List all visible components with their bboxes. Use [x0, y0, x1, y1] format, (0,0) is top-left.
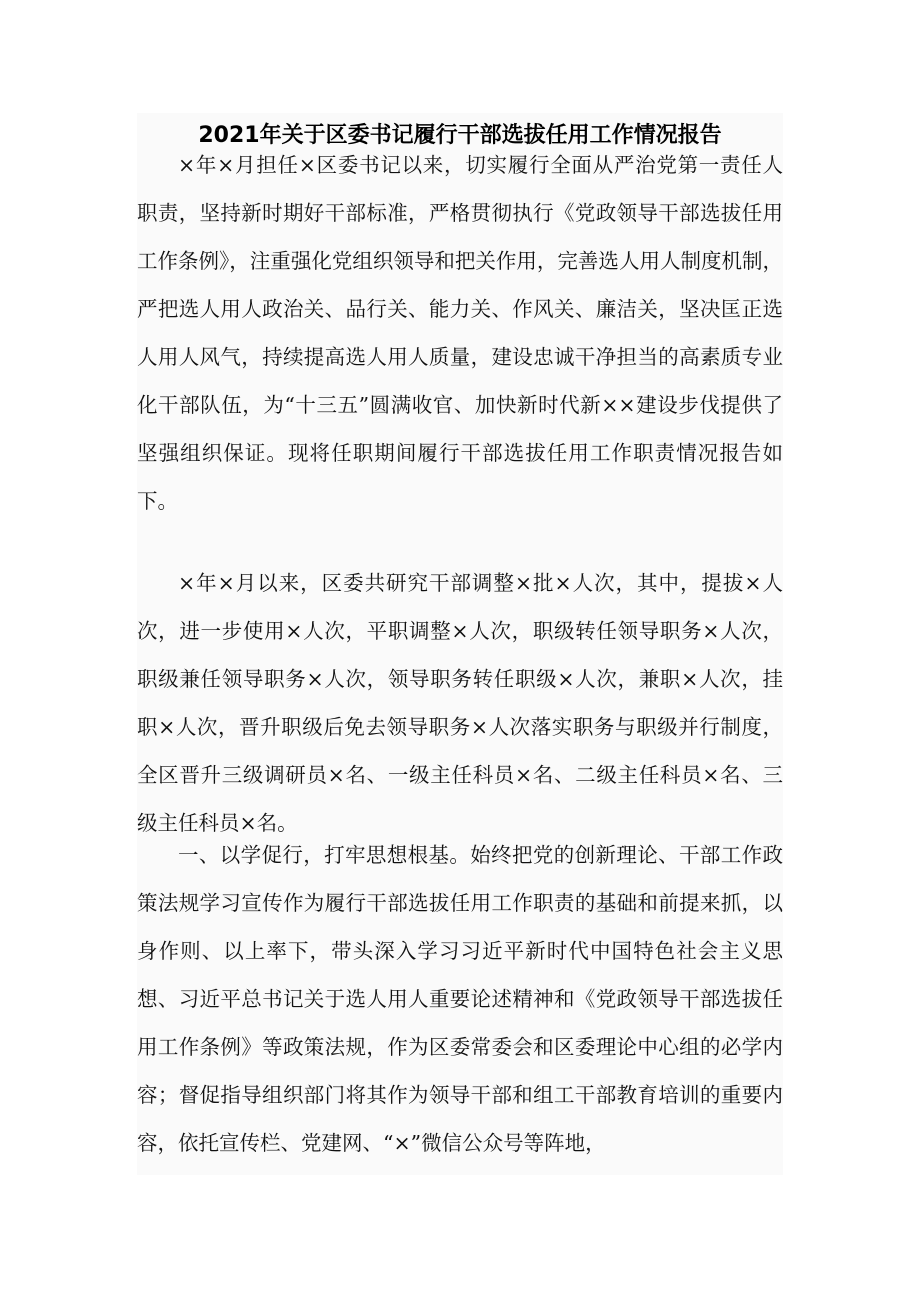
paragraph-intro: ×年×月担任×区委书记以来，切实履行全面从严治党第一责任人职责，坚持新时期好干部标准，严格贯彻执行《党政领导干部选拔任用工作条例》，注重强化党组织领导和把关作用，完善选人用人制度机制，严把选人用人政治关、品行关、能力关、作风关、廉洁关，坚决匡正选人用人风气，持续提高选人用人质量，建设忠诚干净担当的高素质专业化干部队伍，为“十三五”圆满收官、加快新时代新××建设步伐提供了坚强组织保证。现将任职期间履行干部选拔任用工作职责情况报告如下。: [137, 153, 783, 513]
paragraph-statistics: ×年×月以来，区委共研究干部调整×批×人次，其中，提拔×人次，进一步使用×人次，平职调整×人次，职级转任领导职务×人次，职级兼任领导职务×人次，领导职务转任职级×人次，兼职×人次，挂职×人次，晋升职级后免去领导职务×人次落实职务与职级并行制度，全区晋升三级调研员×名、一级主任科员×名、二级主任科员×名、三级主任科员×名。: [137, 571, 783, 835]
document-page: [137, 113, 783, 1175]
paragraph-section-one: 一、以学促行，打牢思想根基。始终把党的创新理论、干部工作政策法规学习宣传作为履行干部选拔任用工作职责的基础和前提来抓，以身作则、以上率下，带头深入学习习近平新时代中国特色社会主义思想、习近平总书记关于选人用人重要论述精神和《党政领导干部选拔任用工作条例》等政策法规，作为区委常委会和区委理论中心组的必学内容；督促指导组织部门将其作为领导干部和组工干部教育培训的重要内容，依托宣传栏、党建网、“×”微信公众号等阵地，: [137, 843, 783, 1155]
document-title: 2021年关于区委书记履行干部选拔任用工作情况报告: [198, 123, 722, 148]
